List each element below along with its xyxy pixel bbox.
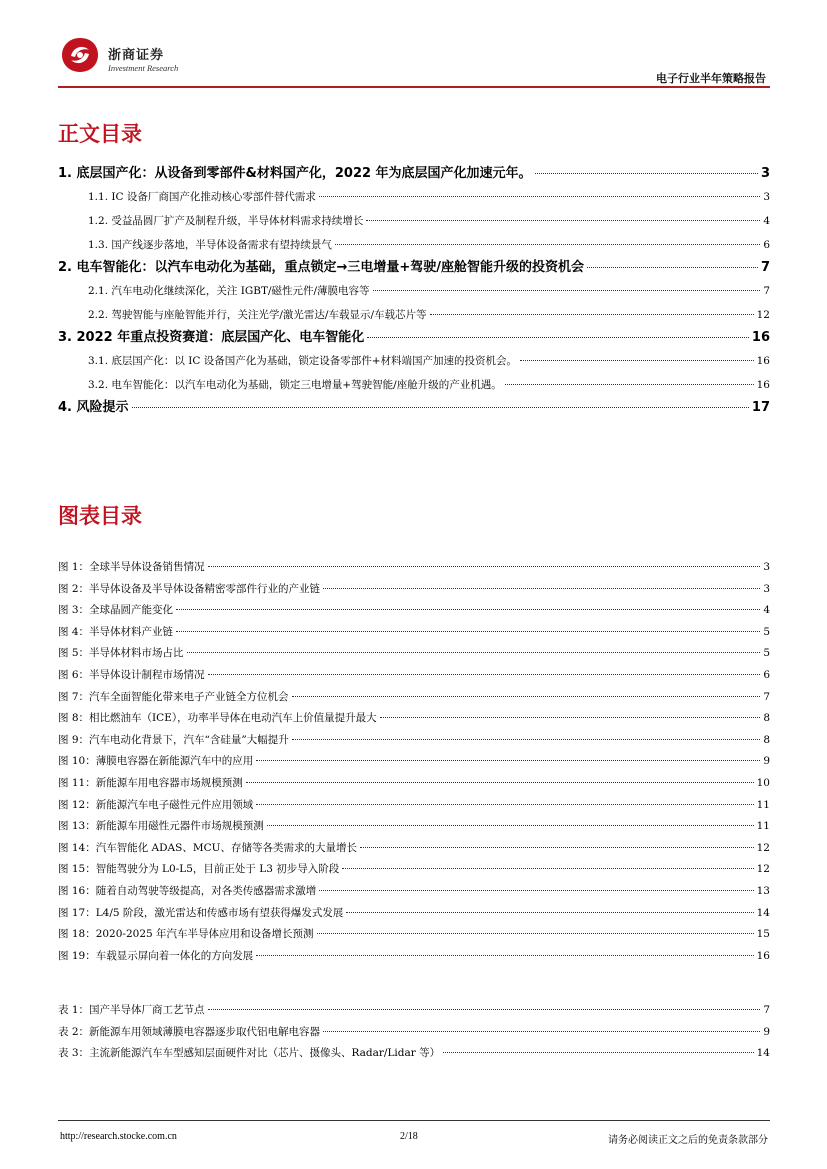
table-entry[interactable]	[58, 1022, 770, 1044]
leader-dots	[208, 566, 761, 567]
page-number: 2/18	[400, 1131, 418, 1142]
toc-entry-1-3[interactable]	[58, 233, 770, 257]
figure-entry-page: 8	[763, 733, 770, 746]
figure-entry-page: 11	[756, 820, 770, 833]
toc-entry-text: 3. 2022 年重点投资赛道：底层国产化、电车智能化	[58, 330, 365, 345]
toc-entry-page: 7	[760, 260, 770, 275]
leader-dots	[292, 696, 761, 697]
table-entry-text: 表 3：主流新能源汽车车型感知层面硬件对比（芯片、摄像头、Radar/Lidar 等）	[58, 1047, 441, 1060]
table-entry-text: 表 2：新能源车用领域薄膜电容器逐步取代铝电解电容器	[58, 1025, 321, 1038]
leader-dots	[346, 912, 753, 913]
figure-entry-text: 图 2：半导体设备及半导体设备精密零部件行业的产业链	[58, 582, 321, 595]
toc-entry-text: 1.2. 受益晶圆厂扩产及制程升级，半导体材料需求持续增长	[88, 215, 364, 227]
main-toc-title: 正文目录	[58, 122, 142, 146]
toc-entry-2-1[interactable]	[58, 279, 770, 303]
figure-entry-text: 图 8：相比燃油车（ICE），功率半导体在电动汽车上价值量提升最大	[58, 712, 377, 725]
leader-dots	[360, 847, 754, 848]
table-entry[interactable]	[58, 1000, 770, 1022]
report-title: 电子行业半年策略报告	[656, 72, 766, 85]
figure-entry[interactable]	[58, 795, 770, 817]
toc-entry-text: 3.1. 底层国产化：以 IC 设备国产化为基础，锁定设备零部件+材料端国产加速的投资机会。	[88, 355, 518, 367]
figure-entry-text: 图 6：半导体设计制程市场情况	[58, 668, 205, 681]
figure-entry-page: 8	[763, 712, 770, 725]
figure-entry[interactable]	[58, 708, 770, 730]
figure-entry[interactable]	[58, 622, 770, 644]
toc-entry-2-2[interactable]	[58, 303, 770, 327]
figure-entry[interactable]	[58, 665, 770, 687]
figure-entry-text: 图 12：新能源汽车电子磁性元件应用领域	[58, 798, 254, 811]
table-entry[interactable]	[58, 1043, 770, 1065]
leader-dots	[505, 384, 754, 385]
figure-toc-title: 图表目录	[58, 504, 142, 528]
leader-dots	[535, 173, 758, 174]
toc-entry-page: 16	[756, 379, 770, 391]
figure-entry-page: 12	[756, 863, 770, 876]
toc-entry-1[interactable]	[58, 163, 770, 185]
leader-dots	[208, 674, 761, 675]
footer-divider	[58, 1120, 770, 1121]
figure-entry-text: 图 3：全球晶圆产能变化	[58, 604, 174, 617]
figure-entry-text: 图 18：2020-2025 年汽车半导体应用和设备增长预测	[58, 928, 314, 941]
leader-dots	[367, 337, 749, 338]
leader-dots	[380, 717, 761, 718]
toc-entry-1-2[interactable]	[58, 209, 770, 233]
figure-entry-page: 5	[763, 625, 770, 638]
toc-entry-3[interactable]	[58, 327, 770, 349]
figure-entry-text: 图 7：汽车全面智能化带来电子产业链全方位机会	[58, 690, 289, 703]
brand-name: 浙商证券	[108, 48, 165, 63]
leader-dots	[176, 609, 760, 610]
figure-entry-page: 3	[763, 582, 770, 595]
leader-dots	[267, 825, 754, 826]
main-toc	[58, 163, 770, 419]
toc-entry-page: 16	[756, 355, 770, 367]
figure-entry-page: 9	[763, 755, 770, 768]
figure-entry-page: 7	[763, 690, 770, 703]
table-entry-page: 9	[763, 1025, 770, 1038]
leader-dots	[587, 267, 758, 268]
toc-entry-page: 12	[756, 309, 770, 321]
toc-entry-3-1[interactable]	[58, 349, 770, 373]
figure-entry[interactable]	[58, 816, 770, 838]
figure-entry-text: 图 9：汽车电动化背景下，汽车“含硅量”大幅提升	[58, 733, 289, 746]
toc-entry-page: 4	[763, 215, 770, 227]
figure-entry-page: 6	[763, 668, 770, 681]
figure-entry-text: 图 16：随着自动驾驶等级提高，对各类传感器需求激增	[58, 884, 317, 897]
leader-dots	[373, 290, 761, 291]
figure-entry[interactable]	[58, 946, 770, 968]
figure-entry[interactable]	[58, 773, 770, 795]
figure-entry-text: 图 5：半导体材料市场占比	[58, 647, 184, 660]
figure-entry-text: 图 10：薄膜电容器在新能源汽车中的应用	[58, 755, 254, 768]
figure-entry-page: 11	[756, 798, 770, 811]
figure-entry-page: 15	[756, 928, 770, 941]
leader-dots	[319, 196, 760, 197]
leader-dots	[187, 652, 761, 653]
footer-url-link[interactable]: http://research.stocke.com.cn	[60, 1131, 177, 1142]
figure-entry[interactable]	[58, 600, 770, 622]
page-footer	[58, 1120, 770, 1150]
toc-entry-2[interactable]	[58, 257, 770, 279]
leader-dots	[323, 588, 760, 589]
leader-dots	[176, 631, 760, 632]
leader-dots	[317, 933, 754, 934]
toc-entry-page: 16	[751, 330, 770, 345]
toc-entry-1-1[interactable]	[58, 185, 770, 209]
header-divider	[58, 86, 770, 88]
toc-entry-text: 2.1. 汽车电动化继续深化，关注 IGBT/磁性元件/薄膜电容等	[88, 285, 370, 297]
figure-entry[interactable]	[58, 903, 770, 925]
figure-entry[interactable]	[58, 751, 770, 773]
leader-dots	[208, 1009, 761, 1010]
figure-entry[interactable]	[58, 838, 770, 860]
toc-entry-page: 6	[763, 239, 770, 251]
toc-entry-page: 7	[763, 285, 770, 297]
figure-entry-text: 图 1：全球半导体设备销售情况	[58, 561, 205, 573]
figure-entry-page: 10	[756, 776, 770, 789]
leader-dots	[256, 955, 753, 956]
leader-dots	[443, 1052, 753, 1053]
leader-dots	[335, 244, 760, 245]
table-entry-text: 表 1：国产半导体厂商工艺节点	[58, 1004, 205, 1016]
leader-dots	[256, 760, 760, 761]
figure-entry[interactable]	[58, 557, 770, 579]
leader-dots	[366, 220, 760, 221]
toc-entry-page: 3	[763, 191, 770, 203]
leader-dots	[256, 804, 753, 805]
toc-entry-page: 17	[751, 400, 770, 415]
leader-dots	[132, 407, 749, 408]
leader-dots	[323, 1031, 760, 1032]
figure-entry[interactable]	[58, 579, 770, 601]
page-header	[58, 28, 770, 88]
figure-entry-page: 14	[756, 906, 770, 919]
figure-entry-text: 图 17：L4/5 阶段，激光雷达和传感市场有望获得爆发式发展	[58, 906, 344, 919]
figure-entry-page: 3	[763, 561, 770, 573]
figure-entry-page: 16	[756, 949, 770, 962]
toc-entry-page: 3	[760, 166, 770, 181]
toc-entry-text: 4. 风险提示	[58, 400, 129, 415]
leader-dots	[520, 360, 754, 361]
figure-entry[interactable]	[58, 924, 770, 946]
figure-entry-text: 图 15：智能驾驶分为 L0-L5，目前正处于 L3 初步导入阶段	[58, 863, 340, 876]
toc-entry-text: 1.1. IC 设备厂商国产化推动核心零部件替代需求	[88, 191, 316, 203]
figure-entry-text: 图 13：新能源车用磁性元器件市场规模预测	[58, 820, 264, 833]
brand-subtitle: Investment Research	[108, 63, 179, 73]
leader-dots	[292, 739, 761, 740]
figure-entry-text: 图 14：汽车智能化 ADAS、MCU、存储等各类需求的大量增长	[58, 841, 357, 854]
figure-entry[interactable]	[58, 687, 770, 709]
table-entry-page: 14	[756, 1047, 770, 1060]
figure-entry[interactable]	[58, 859, 770, 881]
zheshang-logo-icon	[60, 36, 100, 74]
table-entry-page: 7	[763, 1004, 770, 1016]
figure-entry[interactable]	[58, 881, 770, 903]
leader-dots	[246, 782, 754, 783]
leader-dots	[319, 890, 753, 891]
toc-entry-text: 1. 底层国产化：从设备到零部件&材料国产化，2022 年为底层国产化加速元年。	[58, 166, 532, 181]
toc-entry-text: 1.3. 国产线逐步落地，半导体设备需求有望持续景气	[88, 239, 332, 251]
disclaimer-note: 请务必阅读正文之后的免责条款部分	[608, 1135, 768, 1146]
toc-entry-text: 3.2. 电车智能化：以汽车电动化为基础，锁定三电增量+驾驶智能/座舱升级的产业机遇。	[88, 379, 502, 391]
toc-entry-3-2[interactable]	[58, 373, 770, 397]
toc-entry-text: 2.2. 驾驶智能与座舱智能并行，关注光学/激光雷达/车载显示/车载芯片等	[88, 309, 427, 321]
toc-entry-text: 2. 电车智能化：以汽车电动化为基础，重点锁定→三电增量+驾驶/座舱智能升级的投资机会	[58, 260, 585, 275]
figure-entry-page: 13	[756, 884, 770, 897]
toc-entry-4[interactable]	[58, 397, 770, 419]
figure-entry-text: 图 19：车载显示屏向着一体化的方向发展	[58, 949, 254, 962]
figure-entry-text: 图 4：半导体材料产业链	[58, 625, 174, 638]
figure-entry-text: 图 11：新能源车用电容器市场规模预测	[58, 776, 243, 789]
figure-entry-page: 4	[763, 604, 770, 617]
leader-dots	[342, 868, 753, 869]
figure-entry-page: 5	[763, 647, 770, 660]
figure-list	[58, 557, 770, 967]
leader-dots	[430, 314, 754, 315]
figure-entry[interactable]	[58, 730, 770, 752]
table-list	[58, 1000, 770, 1065]
figure-entry[interactable]	[58, 643, 770, 665]
figure-entry-page: 12	[756, 841, 770, 854]
